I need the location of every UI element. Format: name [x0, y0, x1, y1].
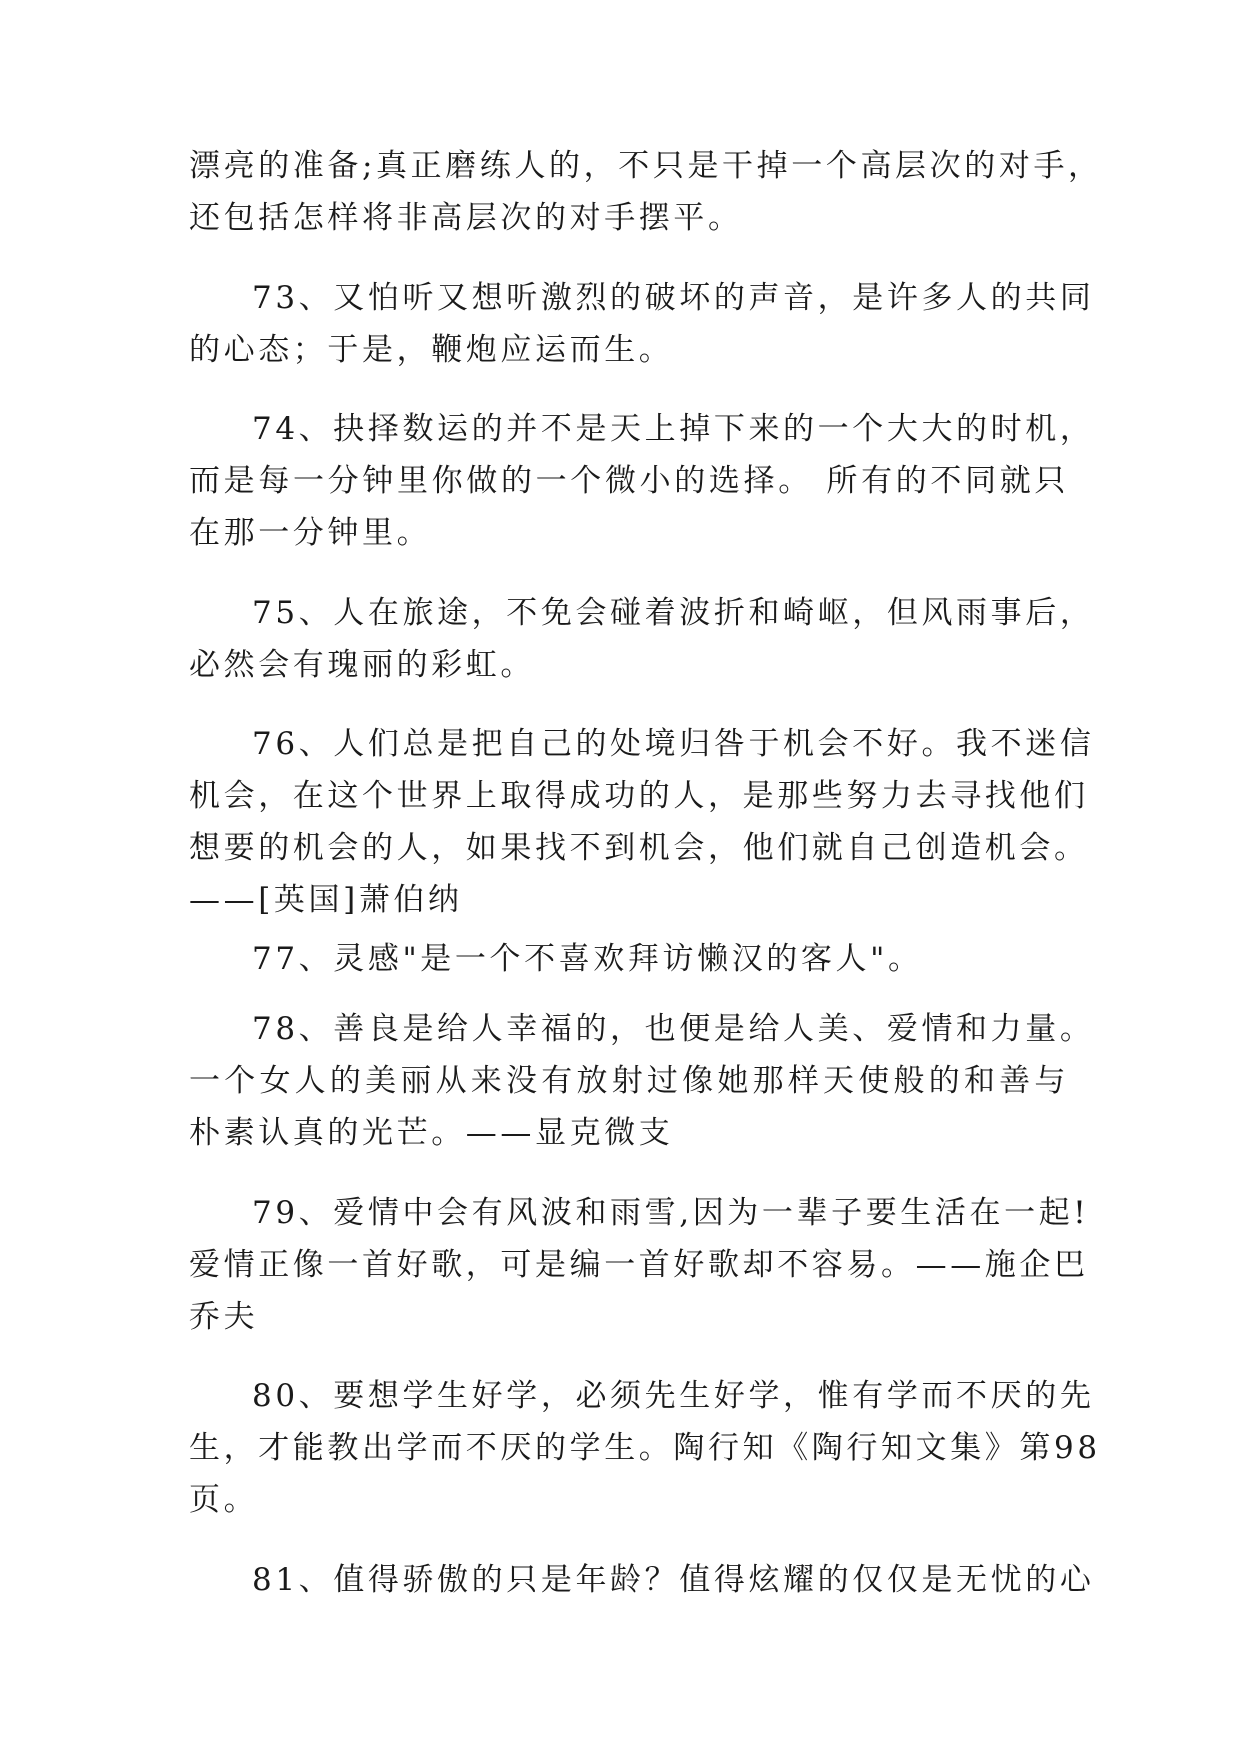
- text-line: 页。: [189, 1482, 259, 1518]
- paragraph-79-line: 79、爱情中会有风波和雨雪,因为一辈子要生活在一起!: [252, 1195, 1090, 1231]
- text-line: 机会，在这个世界上取得成功的人，是那些努力去寻找他们: [189, 778, 1089, 814]
- text-line: 漂亮的准备;真正磨练人的，不只是干掉一个高层次的对手，: [189, 148, 1103, 184]
- text-line: 必然会有瑰丽的彩虹。: [189, 647, 535, 683]
- paragraph-74-line: 74、抉择数运的并不是天上掉下来的一个大大的时机，: [252, 411, 1095, 447]
- text-line: 而是每一分钟里你做的一个微小的选择。 所有的不同就只: [189, 463, 1069, 499]
- text-line: 的心态；于是，鞭炮应运而生。: [189, 332, 674, 368]
- text-line: 爱情正像一首好歌，可是编一首好歌却不容易。——施企巴: [189, 1247, 1089, 1283]
- text-line: 想要的机会的人，如果找不到机会，他们就自己创造机会。: [189, 830, 1089, 866]
- paragraph-75-line: 75、人在旅途，不免会碰着波折和崎岖，但风雨事后，: [252, 595, 1095, 631]
- text-line: 还包括怎样将非高层次的对手摆平。: [189, 200, 743, 236]
- text-line: 一个女人的美丽从来没有放射过像她那样天使般的和善与: [189, 1063, 1069, 1099]
- paragraph-78-line: 78、善良是给人幸福的，也便是给人美、爱情和力量。: [252, 1011, 1095, 1047]
- paragraph-76-line: 76、人们总是把自己的处境归咎于机会不好。我不迷信: [252, 726, 1095, 762]
- text-line: 在那一分钟里。: [189, 515, 432, 551]
- text-line: ——[英国]萧伯纳: [189, 882, 463, 918]
- paragraph-77-line: 77、灵感"是一个不喜欢拜访懒汉的客人"。: [252, 941, 923, 977]
- text-line: 乔夫: [189, 1299, 259, 1335]
- paragraph-81-line: 81、值得骄傲的只是年龄？值得炫耀的仅仅是无忧的心: [252, 1562, 1095, 1598]
- paragraph-80-line: 80、要想学生好学，必须先生好学，惟有学而不厌的先: [252, 1378, 1095, 1414]
- paragraph-73-line: 73、又怕听又想听激烈的破坏的声音，是许多人的共同: [252, 280, 1095, 316]
- text-line: 生，才能教出学而不厌的学生。陶行知《陶行知文集》第98: [189, 1430, 1101, 1466]
- text-line: 朴素认真的光芒。——显克微支: [189, 1115, 674, 1151]
